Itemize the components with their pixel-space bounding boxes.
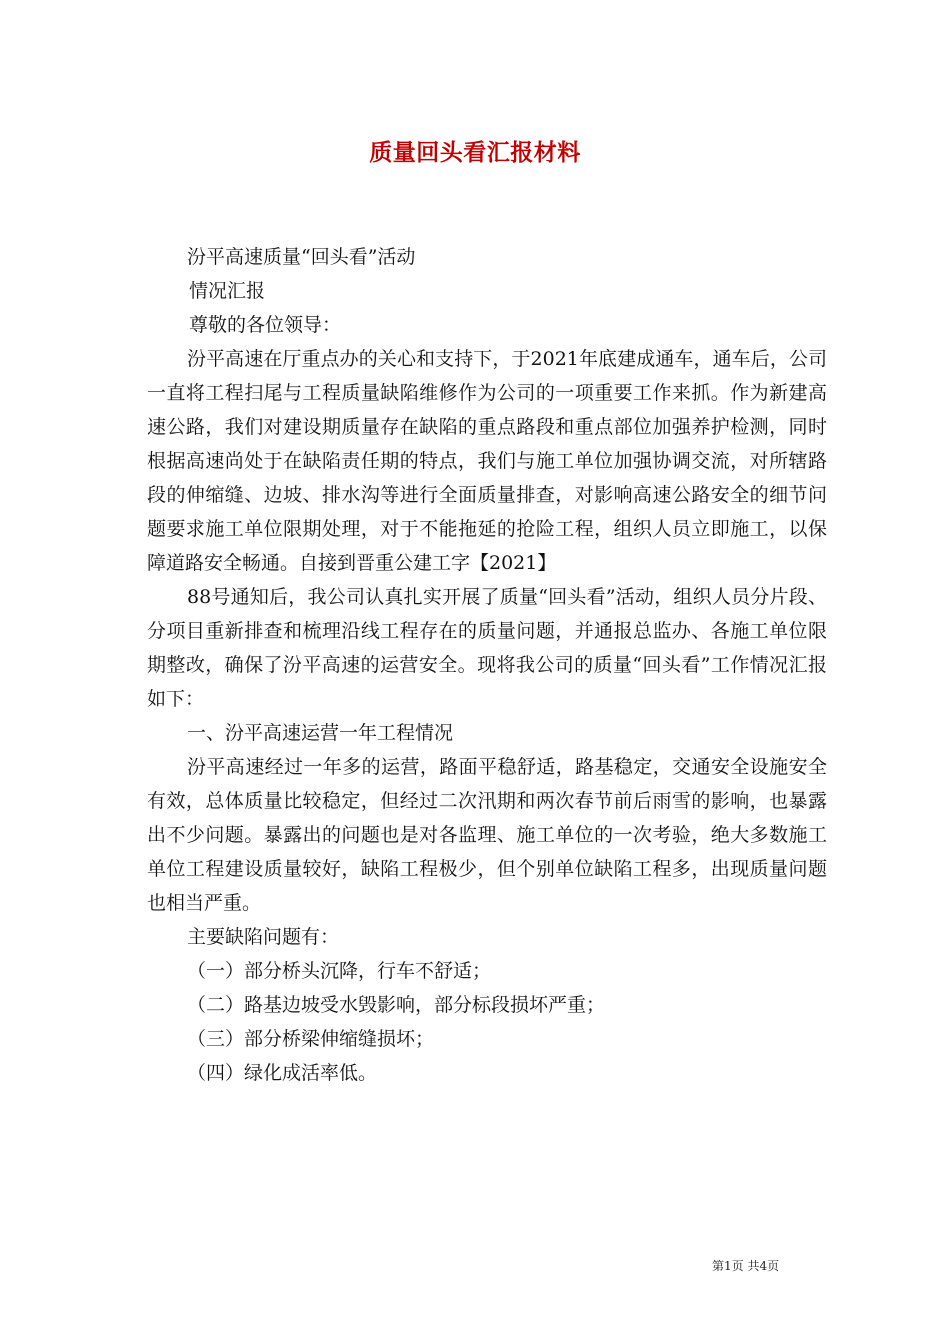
paragraph-activity-title: 汾平高速质量“回头看”活动: [187, 246, 416, 268]
footer-total-pages: 4: [759, 1259, 768, 1273]
footer-middle: 页 共: [731, 1259, 760, 1273]
document-body: [147, 240, 827, 1090]
paragraph-salutation: 尊敬的各位领导：: [189, 314, 342, 336]
paragraph-report-heading: 情况汇报: [189, 280, 266, 302]
paragraph-main-defects: 主要缺陷问题有：: [187, 926, 340, 948]
paragraph-intro: 汾平高速在厅重点办的关心和支持下，于2021年底建成通车，通车后，公司一直将工程扫尾与工程质量缺陷维修作为公司的一项重要工作来抓。作为新建高速公路，我们对建设期质量存在缺陷的重点路段和重点部位加强养护检测，同时根据高速尚处于在缺陷责任期的特点，我们与施工单位加强协调交流，对所辖路段的伸缩缝、边坡、排水沟等进行全面质量排查，对影响高速公路安全的细节问题要求施工单位限期处理，对于不能拖延的抢险工程，组织人员立即施工，以保障道路安全畅通。自接到晋重公建工字【2021】: [147, 348, 827, 574]
section-heading-one: 一、汾平高速运营一年工程情况: [187, 722, 454, 744]
list-item-1: （一）部分桥头沉降，行车不舒适；: [187, 960, 492, 982]
footer-current-page: 1: [724, 1259, 732, 1273]
footer-prefix: 第: [712, 1259, 725, 1273]
footer-suffix: 页: [767, 1259, 780, 1273]
document-title: 质量回头看汇报材料: [369, 139, 581, 166]
paragraph-notice: 88号通知后，我公司认真扎实开展了质量“回头看”活动，组织人员分片段、分项目重新排查和梳理沿线工程存在的质量问题，并通报总监办、各施工单位限期整改，确保了汾平高速的运营安全。现将我公司的质量“回头看”工作情况汇报如下：: [147, 586, 827, 710]
paragraph-operation: 汾平高速经过一年多的运营，路面平稳舒适，路基稳定，交通安全设施安全有效，总体质量比较稳定，但经过二次汛期和两次春节前后雨雪的影响，也暴露出不少问题。暴露出的问题也是对各监理、施工单位的一次考验，绝大多数施工单位工程建设质量较好，缺陷工程极少，但个别单位缺陷工程多，出现质量问题也相当严重。: [147, 756, 827, 914]
list-item-3: （三）部分桥梁伸缩缝损坏；: [187, 1028, 435, 1050]
list-item-4: （四）绿化成活率低。: [187, 1062, 378, 1084]
list-item-2: （二）路基边坡受水毁影响，部分标段损坏严重；: [187, 994, 606, 1016]
page-footer: [712, 1257, 779, 1274]
